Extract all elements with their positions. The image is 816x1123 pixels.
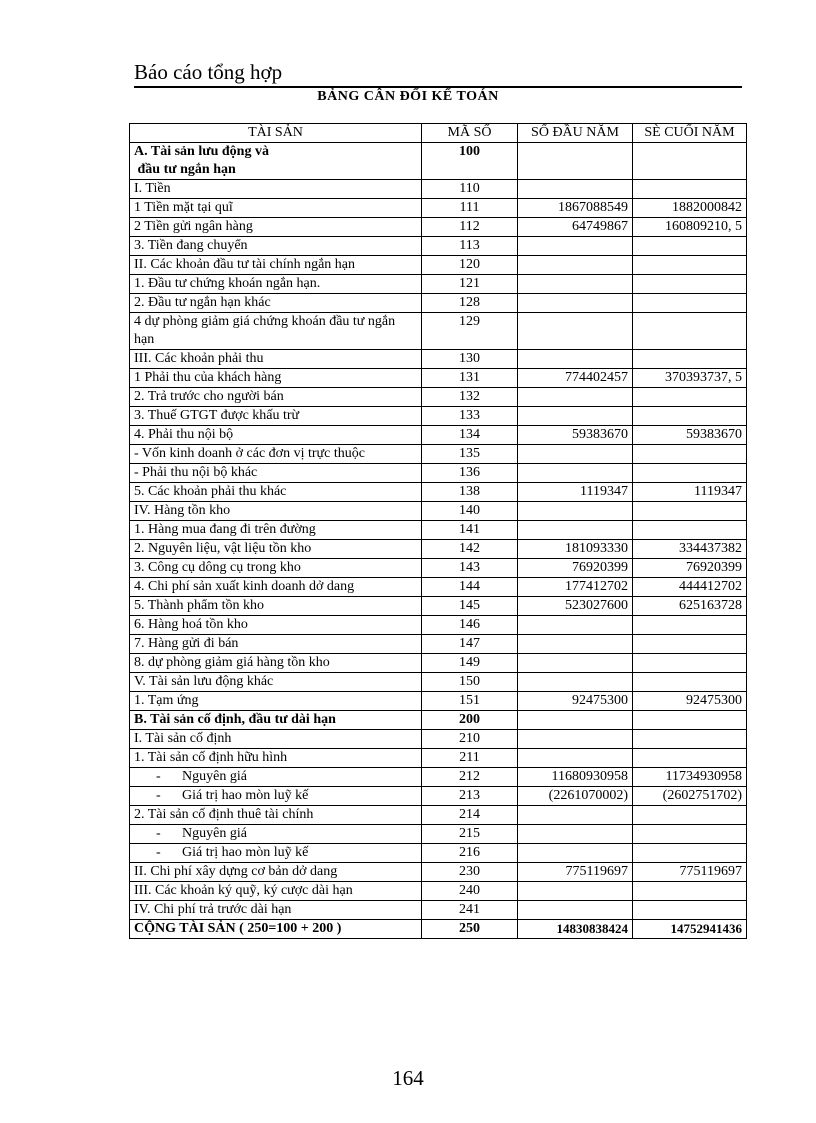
- row-code: 211: [422, 749, 518, 768]
- row-start-value: [518, 730, 633, 749]
- row-item-name: 2. Đầu tư ngắn hạn khác: [130, 294, 422, 313]
- row-item-text: Giá trị hao mòn luỹ kế: [182, 845, 309, 860]
- table-row: [130, 502, 747, 521]
- row-item-name: 1. Hàng mua đang đi trên đường: [130, 521, 422, 540]
- row-item-name: 8. dự phòng giảm giá hàng tồn kho: [130, 654, 422, 673]
- row-code: 144: [422, 578, 518, 597]
- row-item-name: V. Tài sản lưu động khác: [130, 673, 422, 692]
- row-start-value: 64749867: [518, 218, 633, 237]
- row-item-name: 3. Công cụ dông cụ trong kho: [130, 559, 422, 578]
- row-end-value: [633, 749, 747, 768]
- row-end-value: [633, 445, 747, 464]
- table-row: [130, 180, 747, 199]
- row-start-value: [518, 616, 633, 635]
- row-code: 141: [422, 521, 518, 540]
- row-end-value: 625163728: [633, 597, 747, 616]
- row-end-value: [633, 256, 747, 275]
- row-end-value: [633, 844, 747, 863]
- row-item-name: B. Tài sản cố định, đầu tư dài hạn: [130, 711, 422, 730]
- row-start-value: 76920399: [518, 559, 633, 578]
- row-start-value: 1867088549: [518, 199, 633, 218]
- row-start-value: [518, 143, 633, 180]
- row-item-name: 1 Tiền mặt tại quĩ: [130, 199, 422, 218]
- row-start-value: [518, 256, 633, 275]
- table-row: [130, 294, 747, 313]
- header-rule: [134, 86, 742, 88]
- row-code: 129: [422, 313, 518, 350]
- row-start-value: 775119697: [518, 863, 633, 882]
- table-row: [130, 483, 747, 502]
- row-end-value: [633, 237, 747, 256]
- row-start-value: 59383670: [518, 426, 633, 445]
- row-start-value: 523027600: [518, 597, 633, 616]
- row-start-value: [518, 445, 633, 464]
- row-code: 213: [422, 787, 518, 806]
- row-start-value: [518, 350, 633, 369]
- row-start-value: [518, 237, 633, 256]
- table-row: [130, 218, 747, 237]
- report-title: BẢNG CÂN ĐỐI KẾ TOÁN: [317, 89, 499, 104]
- row-item-name: - Phải thu nội bộ khác: [130, 464, 422, 483]
- row-code: 147: [422, 635, 518, 654]
- row-end-value: [633, 673, 747, 692]
- row-start-value: [518, 313, 633, 350]
- row-end-value: [633, 521, 747, 540]
- table-row: [130, 199, 747, 218]
- row-end-value: [633, 635, 747, 654]
- table-row: [130, 711, 747, 730]
- row-code: 113: [422, 237, 518, 256]
- row-code: 121: [422, 275, 518, 294]
- table-row: [130, 768, 747, 787]
- row-item-name: [130, 787, 422, 806]
- row-code: 132: [422, 388, 518, 407]
- table-row: [130, 237, 747, 256]
- row-start-value: [518, 464, 633, 483]
- row-code: 120: [422, 256, 518, 275]
- row-code: 212: [422, 768, 518, 787]
- row-end-value: 76920399: [633, 559, 747, 578]
- row-code: 138: [422, 483, 518, 502]
- column-header-code: MÃ SỐ: [422, 124, 518, 143]
- row-start-value: [518, 502, 633, 521]
- row-code: 151: [422, 692, 518, 711]
- row-code: 146: [422, 616, 518, 635]
- row-item-name: 2. Nguyên liệu, vật liệu tồn kho: [130, 540, 422, 559]
- row-item-name: 3. Thuế GTGT được khấu trừ: [130, 407, 422, 426]
- row-item-name: I. Tiền: [130, 180, 422, 199]
- table-row: [130, 464, 747, 483]
- table-row: [130, 787, 747, 806]
- table-row: [130, 369, 747, 388]
- column-header-assets: TÀI SẢN: [130, 124, 422, 143]
- row-end-value: [633, 350, 747, 369]
- table-row: [130, 673, 747, 692]
- row-start-value: 14830838424: [518, 920, 633, 939]
- row-end-value: 11734930958: [633, 768, 747, 787]
- row-code: 145: [422, 597, 518, 616]
- row-end-value: 370393737, 5: [633, 369, 747, 388]
- row-start-value: 92475300: [518, 692, 633, 711]
- row-code: 230: [422, 863, 518, 882]
- row-code: 216: [422, 844, 518, 863]
- table-row: [130, 749, 747, 768]
- row-item-text: Nguyên giá: [182, 826, 247, 841]
- row-start-value: [518, 275, 633, 294]
- table-row: [130, 426, 747, 445]
- row-item-name: IV. Chi phí trả trước dài hạn: [130, 901, 422, 920]
- row-item-name: 7. Hàng gửi đi bán: [130, 635, 422, 654]
- table-row: [130, 654, 747, 673]
- row-code: 133: [422, 407, 518, 426]
- row-end-value: [633, 464, 747, 483]
- row-code: 150: [422, 673, 518, 692]
- row-start-value: [518, 749, 633, 768]
- row-item-name: I. Tài sản cố định: [130, 730, 422, 749]
- table-row: [130, 863, 747, 882]
- row-start-value: [518, 901, 633, 920]
- row-item-name: [130, 768, 422, 787]
- row-start-value: [518, 673, 633, 692]
- row-end-value: [633, 711, 747, 730]
- row-code: 214: [422, 806, 518, 825]
- row-end-value: [633, 654, 747, 673]
- row-item-name: 2. Tài sản cố định thuê tài chính: [130, 806, 422, 825]
- table-row: [130, 407, 747, 426]
- row-end-value: [633, 730, 747, 749]
- row-start-value: 1119347: [518, 483, 633, 502]
- row-end-value: 59383670: [633, 426, 747, 445]
- row-start-value: [518, 180, 633, 199]
- row-item-name: 5. Thành phẩm tồn kho: [130, 597, 422, 616]
- row-item-name: CỘNG TÀI SẢN ( 250=100 + 200 ): [130, 920, 422, 939]
- row-end-value: [633, 502, 747, 521]
- row-code: 100: [422, 143, 518, 180]
- row-item-name: [130, 844, 422, 863]
- row-bullet: -: [156, 788, 161, 803]
- row-code: 136: [422, 464, 518, 483]
- row-code: 241: [422, 901, 518, 920]
- row-start-value: [518, 806, 633, 825]
- row-end-value: [633, 294, 747, 313]
- row-item-name: 1 Phải thu của khách hàng: [130, 369, 422, 388]
- table-row: [130, 920, 747, 939]
- row-item-name: II. Chi phí xây dựng cơ bản dở dang: [130, 863, 422, 882]
- table-body: [130, 143, 747, 939]
- row-item-name: 5. Các khoản phải thu khác: [130, 483, 422, 502]
- row-start-value: [518, 882, 633, 901]
- row-end-value: 160809210, 5: [633, 218, 747, 237]
- row-bullet: -: [156, 845, 161, 860]
- row-item-name: 3. Tiền đang chuyển: [130, 237, 422, 256]
- row-item-name: 1. Tài sản cố định hữu hình: [130, 749, 422, 768]
- row-item-name: 1. Tạm ứng: [130, 692, 422, 711]
- row-bullet: -: [156, 769, 161, 784]
- table-row: [130, 730, 747, 749]
- row-start-value: 177412702: [518, 578, 633, 597]
- column-header-start-year: SỐ ĐẦU NĂM: [518, 124, 633, 143]
- row-start-value: [518, 407, 633, 426]
- row-item-name: 4. Chi phí sản xuất kinh doanh dở dang: [130, 578, 422, 597]
- row-start-value: 11680930958: [518, 768, 633, 787]
- row-item-name: A. Tài sản lưu động và đầu tư ngắn hạn: [130, 143, 422, 180]
- row-item-name: III. Các khoản phải thu: [130, 350, 422, 369]
- row-code: 110: [422, 180, 518, 199]
- row-end-value: [633, 180, 747, 199]
- row-item-name: 4. Phải thu nội bộ: [130, 426, 422, 445]
- row-end-value: [633, 275, 747, 294]
- row-code: 200: [422, 711, 518, 730]
- table-row: [130, 388, 747, 407]
- table-row: [130, 692, 747, 711]
- column-header-end-year: SÈ CUỐI NĂM: [633, 124, 747, 143]
- table-row: [130, 825, 747, 844]
- row-code: 250: [422, 920, 518, 939]
- row-end-value: [633, 882, 747, 901]
- row-code: 135: [422, 445, 518, 464]
- table-row: [130, 901, 747, 920]
- row-bullet: -: [156, 826, 161, 841]
- row-item-name: 2 Tiền gửi ngân hàng: [130, 218, 422, 237]
- row-end-value: [633, 806, 747, 825]
- row-start-value: (2261070002): [518, 787, 633, 806]
- table-row: [130, 844, 747, 863]
- row-end-value: 334437382: [633, 540, 747, 559]
- row-item-name: 2. Trả trước cho người bán: [130, 388, 422, 407]
- row-code: 140: [422, 502, 518, 521]
- row-end-value: [633, 388, 747, 407]
- row-item-name: II. Các khoản đầu tư tài chính ngắn hạn: [130, 256, 422, 275]
- row-code: 131: [422, 369, 518, 388]
- row-code: 240: [422, 882, 518, 901]
- table-row: [130, 275, 747, 294]
- row-code: 111: [422, 199, 518, 218]
- row-end-value: [633, 143, 747, 180]
- table-row: [130, 559, 747, 578]
- page-number: 164: [392, 1066, 424, 1090]
- table-row: [130, 313, 747, 350]
- table-row: [130, 521, 747, 540]
- table-row: [130, 143, 747, 180]
- row-end-value: 92475300: [633, 692, 747, 711]
- row-start-value: [518, 635, 633, 654]
- row-code: 112: [422, 218, 518, 237]
- row-end-value: 444412702: [633, 578, 747, 597]
- row-code: 128: [422, 294, 518, 313]
- header-title: Báo cáo tổng hợp: [134, 60, 283, 84]
- row-item-name: 1. Đầu tư chứng khoán ngắn hạn.: [130, 275, 422, 294]
- row-end-value: 14752941436: [633, 920, 747, 939]
- row-end-value: (2602751702): [633, 787, 747, 806]
- row-item-name: 4 dự phòng giảm giá chứng khoán đầu tư ngắn hạn: [130, 313, 422, 350]
- table-row: [130, 578, 747, 597]
- row-end-value: [633, 616, 747, 635]
- row-start-value: [518, 294, 633, 313]
- table-row: [130, 635, 747, 654]
- table-row: [130, 445, 747, 464]
- row-start-value: 774402457: [518, 369, 633, 388]
- row-end-value: [633, 825, 747, 844]
- row-end-value: 1119347: [633, 483, 747, 502]
- row-item-name: IV. Hàng tồn kho: [130, 502, 422, 521]
- row-code: 134: [422, 426, 518, 445]
- table-row: [130, 350, 747, 369]
- row-start-value: 181093330: [518, 540, 633, 559]
- row-start-value: [518, 711, 633, 730]
- table-row: [130, 616, 747, 635]
- row-end-value: [633, 407, 747, 426]
- row-start-value: [518, 654, 633, 673]
- row-code: 142: [422, 540, 518, 559]
- table-header-row: [130, 124, 747, 143]
- table-row: [130, 256, 747, 275]
- row-end-value: 775119697: [633, 863, 747, 882]
- table-row: [130, 806, 747, 825]
- row-code: 143: [422, 559, 518, 578]
- row-item-name: 6. Hàng hoá tồn kho: [130, 616, 422, 635]
- row-item-text: Giá trị hao mòn luỹ kế: [182, 788, 309, 803]
- row-code: 210: [422, 730, 518, 749]
- row-item-name: - Vốn kinh doanh ở các đơn vị trực thuộc: [130, 445, 422, 464]
- row-item-name: III. Các khoản ký quỹ, ký cược dài hạn: [130, 882, 422, 901]
- row-end-value: [633, 901, 747, 920]
- row-item-name: [130, 825, 422, 844]
- row-item-text: Nguyên giá: [182, 769, 247, 784]
- row-code: 215: [422, 825, 518, 844]
- row-code: 149: [422, 654, 518, 673]
- table-row: [130, 540, 747, 559]
- row-start-value: [518, 844, 633, 863]
- row-start-value: [518, 521, 633, 540]
- row-start-value: [518, 825, 633, 844]
- row-end-value: [633, 313, 747, 350]
- row-code: 130: [422, 350, 518, 369]
- table-row: [130, 597, 747, 616]
- table-row: [130, 882, 747, 901]
- row-start-value: [518, 388, 633, 407]
- balance-sheet-table: [129, 123, 747, 939]
- row-end-value: 1882000842: [633, 199, 747, 218]
